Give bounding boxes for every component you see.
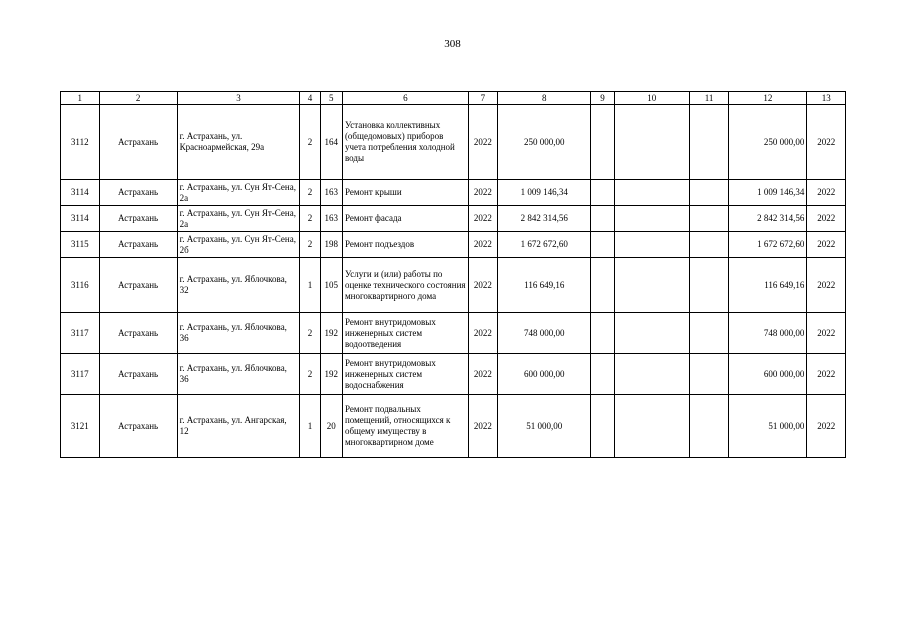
address-cell: г. Астрахань, ул. Сун Ят-Сена, 2б [177,232,300,258]
header-cell: 7 [468,92,497,105]
object-id-cell: 3112 [61,105,100,180]
col10-cell [614,232,689,258]
fund-cost-cell: 250 000,00 [729,105,807,180]
year-cell: 2022 [468,313,497,354]
completion-year-cell: 2022 [807,180,846,206]
header-cell: 13 [807,92,846,105]
work-type-cell: Услуги и (или) работы по оценке технического состояния многоквартирного дома [342,258,468,313]
municipality-cell: Астрахань [99,354,177,395]
fund-cost-cell: 600 000,00 [729,354,807,395]
col4-cell: 2 [300,105,320,180]
col11-cell [689,180,729,206]
work-type-cell: Установка коллективных (общедомовых) приборов учета потребления холодной воды [342,105,468,180]
col4-cell: 2 [300,232,320,258]
total-cost-cell: 250 000,00 [498,105,591,180]
fund-cost-cell: 748 000,00 [729,313,807,354]
total-cost-cell: 116 649,16 [498,258,591,313]
page-number: 308 [444,38,461,50]
work-type-cell: Ремонт внутридомовых инженерных систем водоснабжения [342,354,468,395]
col5-cell: 163 [320,180,342,206]
object-id-cell: 3116 [61,258,100,313]
table-row [61,354,846,395]
completion-year-cell: 2022 [807,354,846,395]
col9-cell [591,395,614,458]
address-cell: г. Астрахань, ул. Яблочкова, 36 [177,354,300,395]
table-row [61,313,846,354]
col5-cell: 105 [320,258,342,313]
col4-cell: 2 [300,354,320,395]
completion-year-cell: 2022 [807,206,846,232]
object-id-cell: 3117 [61,354,100,395]
address-cell: г. Астрахань, ул. Сун Ят-Сена, 2а [177,206,300,232]
municipality-cell: Астрахань [99,258,177,313]
year-cell: 2022 [468,395,497,458]
total-cost-cell: 1 009 146,34 [498,180,591,206]
col4-cell: 2 [300,180,320,206]
header-cell: 9 [591,92,614,105]
address-cell: г. Астрахань, ул. Яблочкова, 36 [177,313,300,354]
object-id-cell: 3115 [61,232,100,258]
work-type-cell: Ремонт фасада [342,206,468,232]
col10-cell [614,206,689,232]
work-type-cell: Ремонт подъездов [342,232,468,258]
col9-cell [591,258,614,313]
address-cell: г. Астрахань, ул. Яблочкова, 32 [177,258,300,313]
total-cost-cell: 600 000,00 [498,354,591,395]
col5-cell: 163 [320,206,342,232]
header-cell: 3 [177,92,300,105]
completion-year-cell: 2022 [807,232,846,258]
object-id-cell: 3114 [61,180,100,206]
col10-cell [614,180,689,206]
fund-cost-cell: 1 672 672,60 [729,232,807,258]
year-cell: 2022 [468,232,497,258]
col10-cell [614,258,689,313]
col5-cell: 20 [320,395,342,458]
fund-cost-cell: 116 649,16 [729,258,807,313]
header-cell: 4 [300,92,320,105]
col11-cell [689,232,729,258]
municipality-cell: Астрахань [99,180,177,206]
col4-cell: 2 [300,206,320,232]
col9-cell [591,180,614,206]
completion-year-cell: 2022 [807,105,846,180]
table-row [61,258,846,313]
completion-year-cell: 2022 [807,258,846,313]
col9-cell [591,206,614,232]
work-type-cell: Ремонт крыши [342,180,468,206]
col9-cell [591,105,614,180]
col11-cell [689,258,729,313]
col11-cell [689,354,729,395]
address-cell: г. Астрахань, ул. Красноармейская, 29а [177,105,300,180]
total-cost-cell: 2 842 314,56 [498,206,591,232]
table-row [61,206,846,232]
col11-cell [689,105,729,180]
col10-cell [614,105,689,180]
table-row [61,180,846,206]
address-cell: г. Астрахань, ул. Ангарская, 12 [177,395,300,458]
col4-cell: 2 [300,313,320,354]
header-cell: 10 [614,92,689,105]
fund-cost-cell: 51 000,00 [729,395,807,458]
municipality-cell: Астрахань [99,206,177,232]
total-cost-cell: 748 000,00 [498,313,591,354]
year-cell: 2022 [468,180,497,206]
col5-cell: 164 [320,105,342,180]
fund-cost-cell: 1 009 146,34 [729,180,807,206]
year-cell: 2022 [468,354,497,395]
total-cost-cell: 1 672 672,60 [498,232,591,258]
col11-cell [689,313,729,354]
table-row [61,232,846,258]
fund-cost-cell: 2 842 314,56 [729,206,807,232]
col9-cell [591,313,614,354]
table-row [61,395,846,458]
col4-cell: 1 [300,395,320,458]
col4-cell: 1 [300,258,320,313]
year-cell: 2022 [468,206,497,232]
table-row [61,105,846,180]
col11-cell [689,206,729,232]
header-cell: 11 [689,92,729,105]
col9-cell [591,354,614,395]
completion-year-cell: 2022 [807,313,846,354]
year-cell: 2022 [468,105,497,180]
municipality-cell: Астрахань [99,105,177,180]
header-cell: 6 [342,92,468,105]
municipality-cell: Астрахань [99,232,177,258]
total-cost-cell: 51 000,00 [498,395,591,458]
address-cell: г. Астрахань, ул. Сун Ят-Сена, 2а [177,180,300,206]
col5-cell: 192 [320,354,342,395]
col5-cell: 192 [320,313,342,354]
header-cell: 8 [498,92,591,105]
header-row [61,92,846,105]
col10-cell [614,354,689,395]
col5-cell: 198 [320,232,342,258]
work-type-cell: Ремонт внутридомовых инженерных систем водоотведения [342,313,468,354]
object-id-cell: 3114 [61,206,100,232]
header-cell: 2 [99,92,177,105]
col9-cell [591,232,614,258]
year-cell: 2022 [468,258,497,313]
municipality-cell: Астрахань [99,313,177,354]
object-id-cell: 3117 [61,313,100,354]
work-type-cell: Ремонт подвальных помещений, относящихся к общему имуществу в многоквартирном доме [342,395,468,458]
header-cell: 5 [320,92,342,105]
col11-cell [689,395,729,458]
col10-cell [614,395,689,458]
header-cell: 12 [729,92,807,105]
completion-year-cell: 2022 [807,395,846,458]
capital-repair-table [60,91,846,458]
object-id-cell: 3121 [61,395,100,458]
municipality-cell: Астрахань [99,395,177,458]
header-cell: 1 [61,92,100,105]
col10-cell [614,313,689,354]
